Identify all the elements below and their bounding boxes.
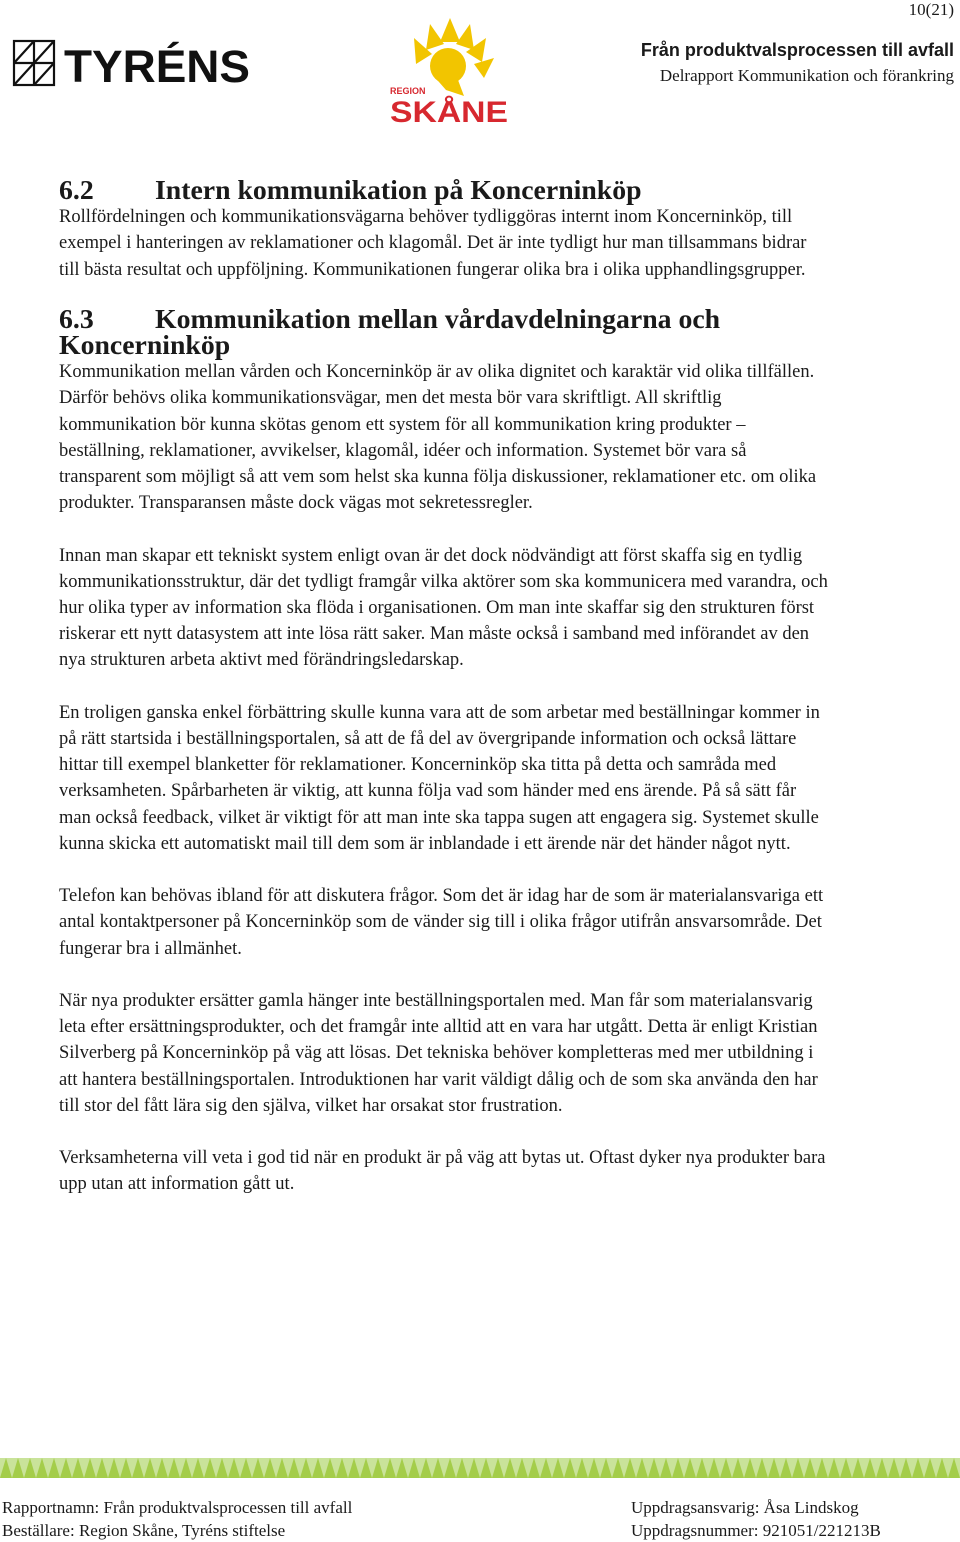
paragraph: Rollfördelningen och kommunikationsvägarna behöver tydliggöras internt inom Koncerninköp, till exempel i hanteringen av reklamationer och klagomål. Det är inte tydligt hur man tillsammans bidrar till bästa resultat och uppföljning. Kommunikationen fungerar olika bra i olika upphandlingsgrupper. xyxy=(59,207,807,280)
paragraph: Innan man skapar ett tekniskt system enligt ovan är det dock nödvändigt att först skaffa sig en tydlig kommunikationsstruktur, där det tydligt framgår vilka aktörer som ska kommunicera med varandra, och hur olika typer av information ska flöda i organisationen. Om man inte skaffar sig den strukturen först riskerar ett nytt datasystem att inte lösa rätt saker. Man måste också i samband med införandet av den nya strukturen arbeta aktivt med förändringsledarskap. xyxy=(59,545,828,671)
section-number: 6.3 xyxy=(59,303,94,335)
section-number: 6.2 xyxy=(59,175,94,206)
footer-right xyxy=(631,1496,881,1542)
section-heading xyxy=(59,175,829,206)
footer-responsible: Uppdragsansvarig: Åsa Lindskog xyxy=(631,1498,859,1517)
section-heading xyxy=(59,303,829,362)
footer-assignment-number: Uppdragsnummer: 921051/221213B xyxy=(631,1521,881,1540)
footer-decorative-band xyxy=(0,1458,960,1478)
paragraph: Kommunikation mellan vården och Koncerninköp är av olika dignitet och karaktär vid olika tillfällen. Därför behövs olika kommunikationsvägar, men det mesta bör vara skriftligt. All skriftlig kommunikation bör kunna skötas genom ett system för all kommunikation kring produkter – beställning, reklamationer, avvikelser, klagomål, idéer och information. Systemet bör vara så transparent som möjligt så att vem som helst ska kunna följa diskussioner, reklamationer etc. om olika produkter. Transparansen måste dock vägas mot sekretessregler. xyxy=(59,362,817,514)
header-title: Från produktvalsprocessen till avfall xyxy=(640,40,954,60)
footer-report-name: Rapportnamn: Från produktvalsprocessen till avfall xyxy=(2,1498,353,1517)
footer-left xyxy=(2,1496,352,1542)
paragraph: Telefon kan behövas ibland för att diskutera frågor. Som det är idag har de som är materialansvariga ett antal kontaktpersoner på Koncerninköp som de vänder sig till i olika frågor utifrån ansvarsområde. Det fungerar bra i allmänhet. xyxy=(59,886,824,959)
section-title: Kommunikation mellan vårdavdelningarna och Koncerninköp xyxy=(59,303,721,362)
document-body xyxy=(59,175,829,1224)
skane-logo-name: SKÅNE xyxy=(390,96,508,126)
page-number: 10(21) xyxy=(908,0,954,19)
tyrens-logo xyxy=(12,36,252,90)
paragraph: Verksamheterna vill veta i god tid när en produkt är på väg att bytas ut. Oftast dyker nya produkter bara upp utan att information gått ut. xyxy=(59,1148,826,1195)
region-skane-logo xyxy=(386,18,514,126)
section-title: Intern kommunikation på Koncerninköp xyxy=(155,175,642,206)
tyrens-logo-text: TYRÉNS xyxy=(64,41,250,90)
skane-logo-region: REGION xyxy=(390,86,426,96)
paragraph: När nya produkter ersätter gamla hänger inte beställningsportalen med. Man får som materialansvarig leta efter ersättningsprodukter, och det framgår inte alltid att en vara har utgått. Detta är enligt Kristian Silverberg på Koncerninköp på väg att lösas. Det tekniska behöver kompletteras med mer utbildning i att hantera beställningsportalen. Introduktionen har varit väldigt dålig och de som ska använda den har till stor del fått lära sig den själva, vilket har orsakat stor frustration. xyxy=(59,991,818,1116)
paragraph: En troligen ganska enkel förbättring skulle kunna vara att de som arbetar med beställningar kommer in på rätt startsida i beställningsportalen, så att de få del av övergripande information och också lättare hittar till exempel blanketter för reklamationer. Koncerninköp ska titta på detta och samråda med verksamheten. Spårbarheten är viktig, att kunna följa vad som händer med ens ärende. På så sätt får man också feedback, vilket är viktigt för att man inte ska tappa sugen att engagera sig. Systemet skulle kunna skicka ett automatiskt mail till dem som är inblandade i ett ärende när det händer något nytt. xyxy=(59,702,820,854)
header-subtitle: Delrapport Kommunikation och förankring xyxy=(659,66,954,85)
footer-client: Beställare: Region Skåne, Tyréns stiftelse xyxy=(2,1521,286,1540)
